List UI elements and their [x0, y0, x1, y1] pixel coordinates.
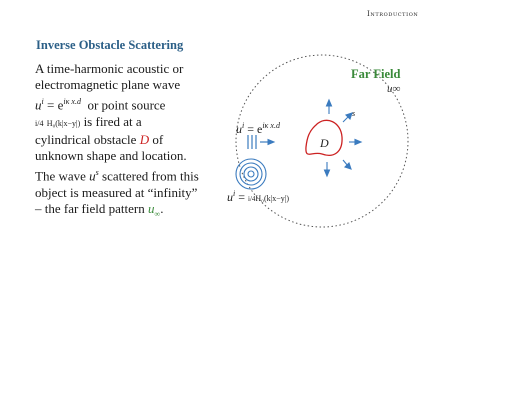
plane-wave-label: [236, 121, 281, 136]
far-field-label: Far Field: [351, 67, 401, 81]
text-line: object is measured at “infinity”: [35, 184, 198, 200]
math-sup: i: [41, 96, 44, 106]
scatter-arrow-downright: [343, 160, 351, 169]
plane-eq: = e: [244, 122, 263, 136]
text-fragment: scattered from this: [102, 168, 199, 184]
text-line: electromagnetic plane wave: [35, 77, 181, 93]
math-hankel: H₀(k|x−y|): [46, 118, 81, 128]
math-D: D: [139, 131, 150, 147]
text-fragment: cylindrical obstacle: [35, 131, 137, 147]
text-or-point: or point source: [87, 97, 166, 113]
text-fragment: of: [152, 131, 164, 147]
far-field-symbol: u∞: [387, 83, 401, 95]
obstacle-label: D: [320, 136, 329, 150]
math-frac: i/4: [35, 118, 44, 128]
text-line: unknown shape and location.: [35, 148, 187, 164]
plane-wave-arrow: [260, 140, 274, 145]
point-frac: i/4: [248, 195, 256, 203]
math-eq: = e: [43, 97, 64, 113]
math-sub: ∞: [154, 209, 161, 219]
slide-title: Inverse Obstacle Scattering: [36, 38, 184, 52]
scattered-label: [352, 109, 355, 118]
text-fired: is fired at a: [83, 113, 142, 129]
text-line: A time-harmonic acoustic or: [35, 61, 184, 76]
scattered-arrows: [325, 100, 362, 176]
plane-u: u: [236, 122, 242, 136]
point-source-label: [227, 189, 289, 204]
scatter-arrow-upright: [343, 113, 352, 122]
text-fragment: .: [160, 200, 164, 216]
section-header: Introduction: [367, 10, 419, 18]
point-sup: i: [233, 189, 236, 198]
scatter-arrow-up: [327, 100, 332, 114]
plane-exp: iκ x.d: [262, 121, 280, 130]
scatter-arrow-right: [349, 140, 361, 145]
point-u: u: [227, 190, 233, 204]
math-sup: s: [95, 167, 99, 177]
plane-sup: i: [242, 121, 245, 130]
math-us: u: [89, 168, 96, 184]
math-exp: iκ x.d: [63, 96, 81, 106]
plane-wave-fronts: [248, 135, 256, 149]
scattered-sup: s: [352, 109, 356, 118]
point-source: [236, 159, 266, 189]
math-u: u: [35, 97, 42, 113]
text-fragment: The wave: [35, 168, 86, 184]
text-fragment: – the far field pattern: [35, 200, 145, 216]
point-hankel: H₀(k|x−y|): [255, 194, 290, 203]
point-eq: =: [235, 190, 249, 204]
scatter-arrow-down: [325, 162, 330, 176]
math-uinf: u: [147, 200, 155, 216]
